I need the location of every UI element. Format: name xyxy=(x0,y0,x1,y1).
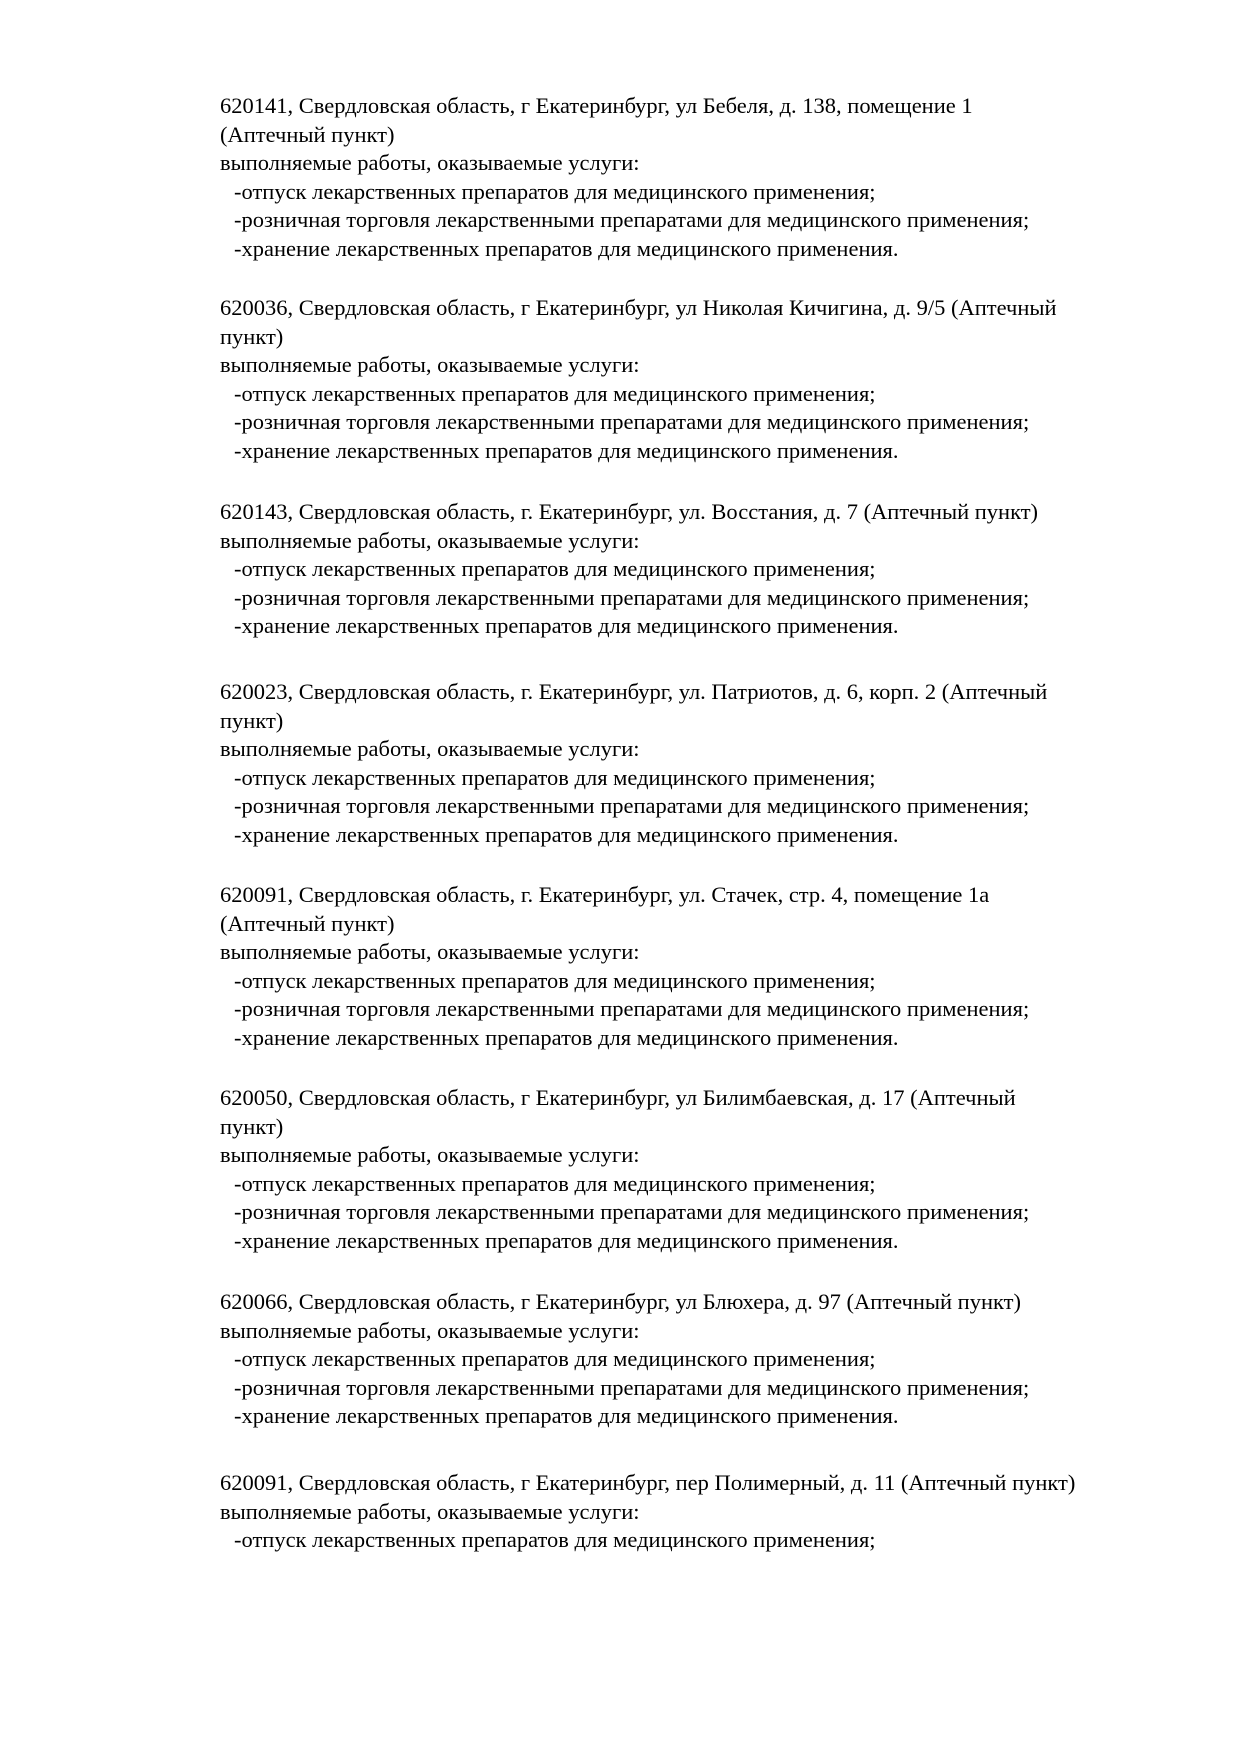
service-item: -хранение лекарственных препаратов для медицинского применения. xyxy=(234,1403,899,1429)
entry-block xyxy=(220,294,1220,466)
service-item: -отпуск лекарственных препаратов для медицинского применения; xyxy=(234,764,876,790)
services-heading: выполняемые работы, оказываемые услуги: xyxy=(220,150,640,176)
services-heading: выполняемые работы, оказываемые услуги: xyxy=(220,1142,640,1168)
address-line: 620143, Свердловская область, г. Екатеринбург, ул. Восстания, д. 7 (Аптечный пункт) xyxy=(220,499,1039,524)
service-item: -хранение лекарственных препаратов для медицинского применения. xyxy=(234,821,899,847)
services-heading: выполняемые работы, оказываемые услуги: xyxy=(220,1317,640,1343)
entry-block xyxy=(220,678,1220,850)
service-item: -отпуск лекарственных препаратов для медицинского применения; xyxy=(234,178,876,204)
address-line: 620091, Свердловская область, г. Екатеринбург, ул. Стачек, стр. 4, помещение 1а xyxy=(220,882,990,907)
address-line: пункт) xyxy=(220,1113,284,1139)
service-item: -розничная торговля лекарственными препаратами для медицинского применения; xyxy=(234,207,1030,233)
service-item: -розничная торговля лекарственными препаратами для медицинского применения; xyxy=(234,584,1030,610)
service-item: -отпуск лекарственных препаратов для медицинского применения; xyxy=(234,1170,876,1196)
service-item: -розничная торговля лекарственными препаратами для медицинского применения; xyxy=(234,409,1030,435)
address-line: (Аптечный пункт) xyxy=(220,121,395,147)
service-item: -отпуск лекарственных препаратов для медицинского применения; xyxy=(234,967,876,993)
services-heading: выполняемые работы, оказываемые услуги: xyxy=(220,939,640,965)
service-item: -розничная торговля лекарственными препаратами для медицинского применения; xyxy=(234,1199,1030,1225)
services-heading: выполняемые работы, оказываемые услуги: xyxy=(220,1498,640,1524)
services-heading: выполняемые работы, оказываемые услуги: xyxy=(220,736,640,762)
service-item: -розничная торговля лекарственными препаратами для медицинского применения; xyxy=(234,996,1030,1022)
address-line: 620066, Свердловская область, г Екатеринбург, ул Блюхера, д. 97 (Аптечный пункт) xyxy=(220,1289,1021,1314)
service-item: -хранение лекарственных препаратов для медицинского применения. xyxy=(234,613,899,639)
address-line: 620023, Свердловская область, г. Екатеринбург, ул. Патриотов, д. 6, корп. 2 (Аптечный xyxy=(220,679,1048,704)
address-line: пункт) xyxy=(220,707,284,733)
service-item: -хранение лекарственных препаратов для медицинского применения. xyxy=(234,1227,899,1253)
entry-block xyxy=(220,498,1220,641)
entry-block xyxy=(220,1469,1220,1555)
service-item: -отпуск лекарственных препаратов для медицинского применения; xyxy=(234,380,876,406)
service-item: -отпуск лекарственных препаратов для медицинского применения; xyxy=(234,1527,876,1553)
service-item: -отпуск лекарственных препаратов для медицинского применения; xyxy=(234,556,876,582)
address-line: 620091, Свердловская область, г Екатеринбург, пер Полимерный, д. 11 (Аптечный пункт) xyxy=(220,1470,1076,1495)
service-item: -хранение лекарственных препаратов для медицинского применения. xyxy=(234,437,899,463)
entry-block xyxy=(220,92,1220,264)
address-line: пункт) xyxy=(220,323,284,349)
services-heading: выполняемые работы, оказываемые услуги: xyxy=(220,352,640,378)
entry-block xyxy=(220,1288,1220,1431)
services-heading: выполняемые работы, оказываемые услуги: xyxy=(220,527,640,553)
address-line: 620036, Свердловская область, г Екатеринбург, ул Николая Кичигина, д. 9/5 (Аптечный xyxy=(220,295,1057,320)
service-item: -отпуск лекарственных препаратов для медицинского применения; xyxy=(234,1346,876,1372)
service-item: -розничная торговля лекарственными препаратами для медицинского применения; xyxy=(234,793,1030,819)
service-item: -хранение лекарственных препаратов для медицинского применения. xyxy=(234,235,899,261)
service-item: -розничная торговля лекарственными препаратами для медицинского применения; xyxy=(234,1374,1030,1400)
address-line: 620141, Свердловская область, г Екатеринбург, ул Бебеля, д. 138, помещение 1 xyxy=(220,93,973,118)
entry-block xyxy=(220,1084,1220,1256)
address-line: (Аптечный пункт) xyxy=(220,910,395,936)
service-item: -хранение лекарственных препаратов для медицинского применения. xyxy=(234,1024,899,1050)
address-line: 620050, Свердловская область, г Екатеринбург, ул Билимбаевская, д. 17 (Аптечный xyxy=(220,1085,1016,1110)
entry-block xyxy=(220,881,1220,1053)
